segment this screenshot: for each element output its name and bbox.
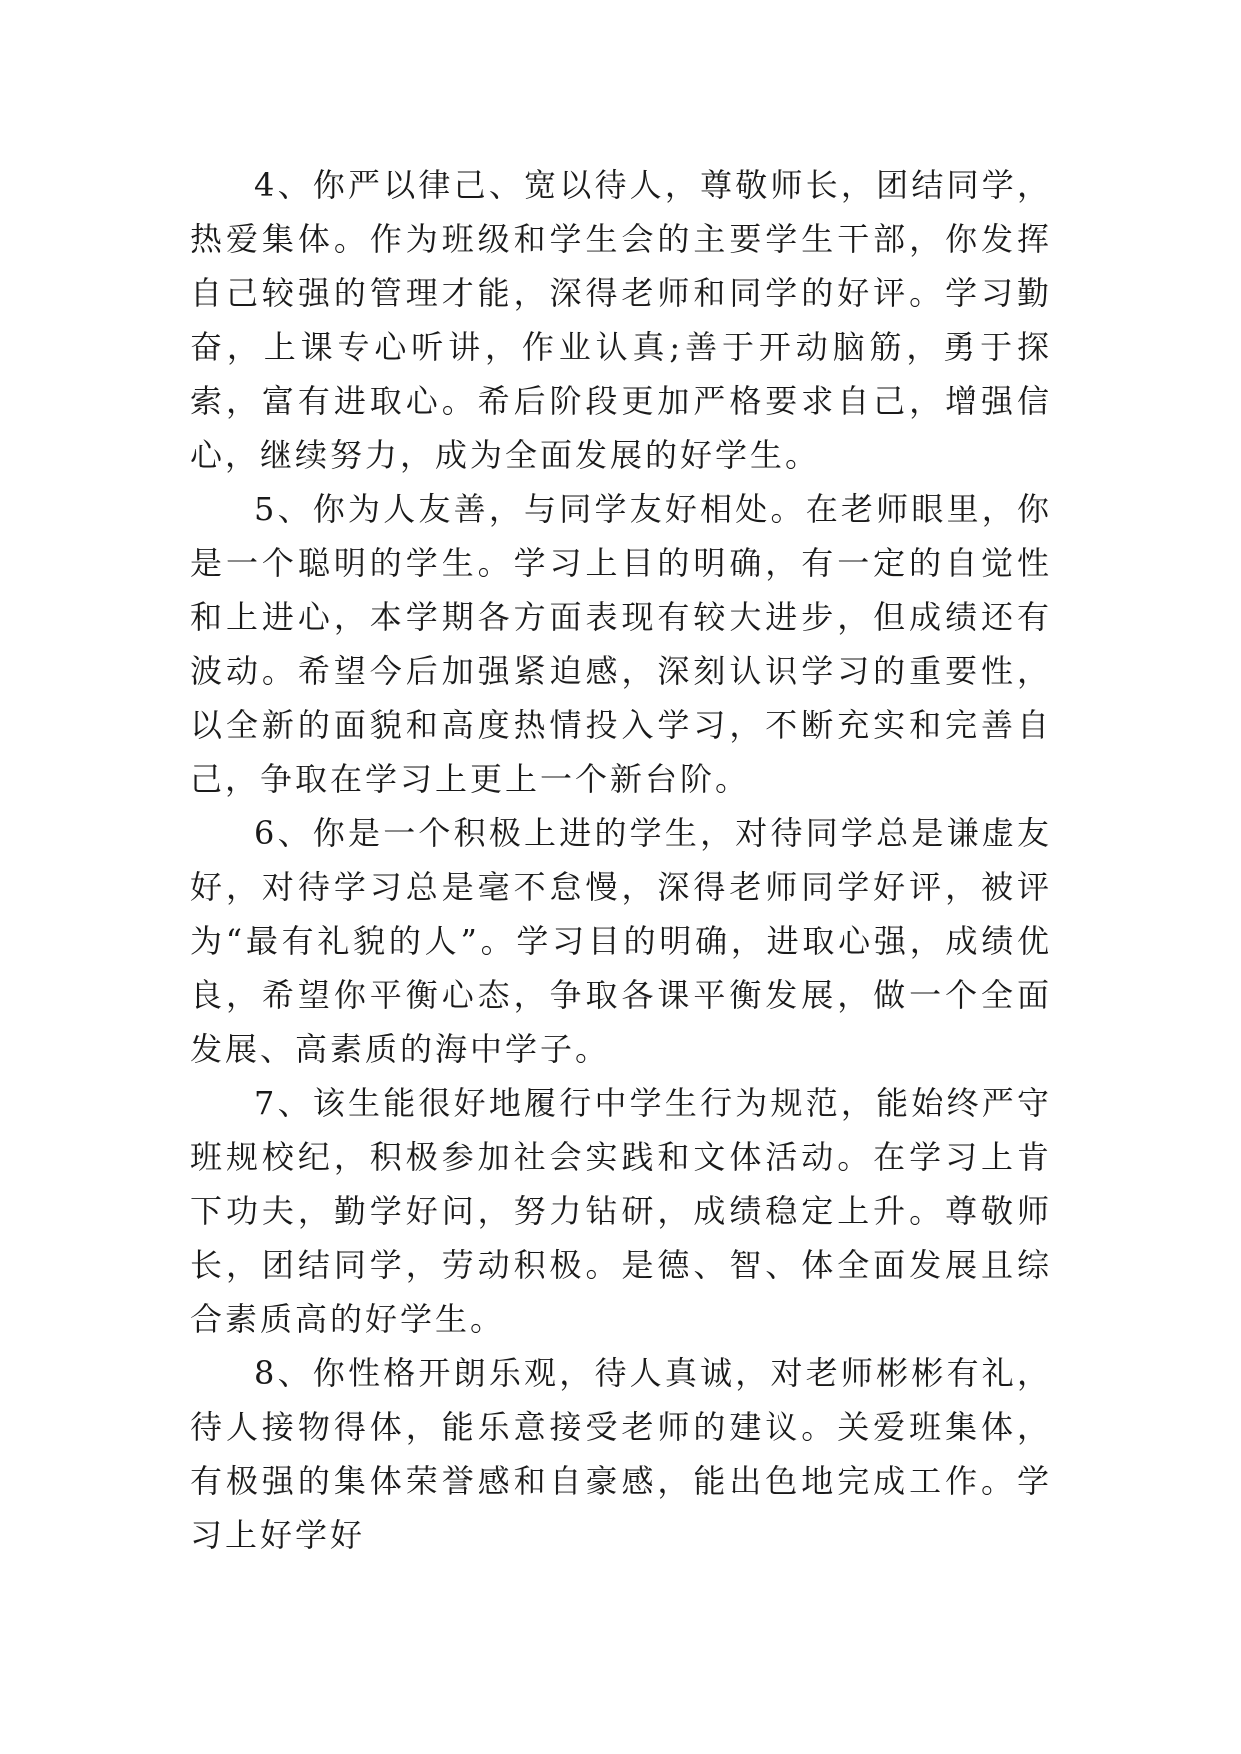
paragraph-comment-8: 8、你性格开朗乐观，待人真诚，对老师彬彬有礼，待人接物得体，能乐意接受老师的建议。关爱班集体，有极强的集体荣誉感和自豪感，能出色地完成工作。学习上好学好 [190, 1354, 1052, 1554]
paragraph-comment-7: 7、该生能很好地履行中学生行为规范，能始终严守班规校纪，积极参加社会实践和文体活动。在学习上肯下功夫，勤学好问，努力钻研，成绩稳定上升。尊敬师长，团结同学，劳动积极。是德、智、体全面发展且综合素质高的好学生。 [190, 1084, 1052, 1338]
paragraph-comment-5: 5、你为人友善，与同学友好相处。在老师眼里，你是一个聪明的学生。学习上目的明确，有一定的自觉性和上进心，本学期各方面表现有较大进步，但成绩还有波动。希望今后加强紧迫感，深刻认识学习的重要性，以全新的面貌和高度热情投入学习，不断充实和完善自己，争取在学习上更上一个新台阶。 [190, 490, 1052, 798]
paragraph-comment-4: 4、你严以律己、宽以待人，尊敬师长，团结同学，热爱集体。作为班级和学生会的主要学生干部，你发挥自己较强的管理才能，深得老师和同学的好评。学习勤奋，上课专心听讲，作业认真;善于开动脑筋，勇于探索，富有进取心。希后阶段更加严格要求自己，增强信心，继续努力，成为全面发展的好学生。 [190, 166, 1052, 474]
paragraph-comment-6: 6、你是一个积极上进的学生，对待同学总是谦虚友好，对待学习总是毫不怠慢，深得老师同学好评，被评为“最有礼貌的人”。学习目的明确，进取心强，成绩优良，希望你平衡心态，争取各课平衡发展，做一个全面发展、高素质的海中学子。 [190, 814, 1052, 1068]
document-body [190, 158, 1052, 1562]
